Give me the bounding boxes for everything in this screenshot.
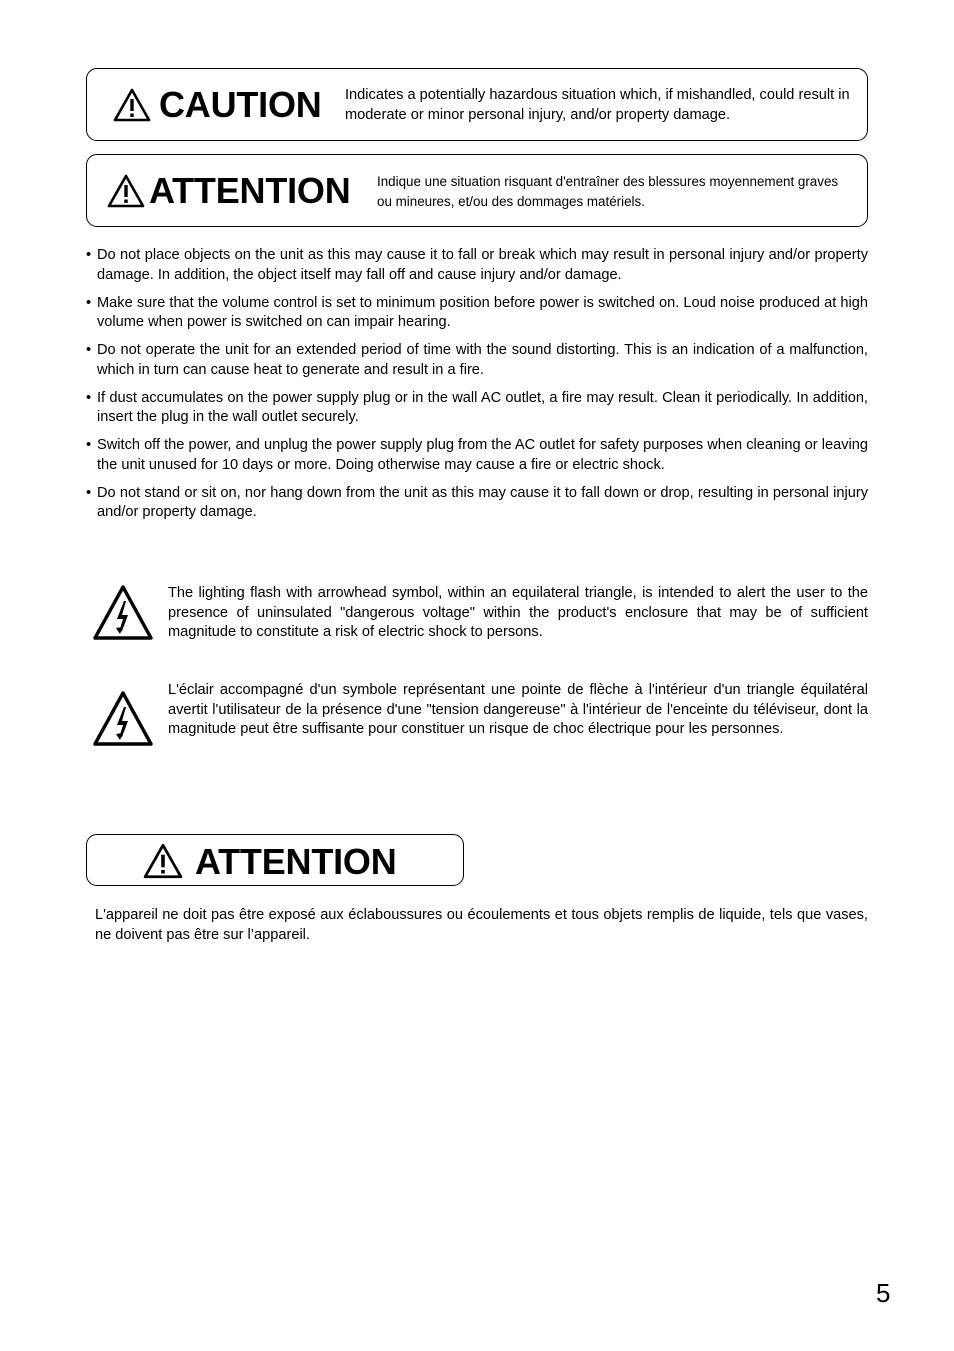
bullet-text: Switch off the power, and unplug the power supply plug from the AC outlet for safety purposes when cleaning or leaving the unit unused for 10 days or more. Doing otherwise may cause a fire or electric shock. [97, 437, 868, 473]
list-item [86, 294, 868, 333]
shock-notice-text-fr: L'éclair accompagné d'un symbole représentant une pointe de flèche à l'intérieur d'un triangle équilatéral avertit l'utilisateur de la présence d'une "tension dangereuse" à l'intérieur de l'enceinte du téléviseur, dont la magnitude peut être suffisante pour constituer un risque de choc électrique pour les personnes. [168, 682, 868, 737]
bullet-text: Do not place objects on the unit as this may cause it to fall or break which may result in personal injury and/or property damage. In addition, the object itself may fall off and cause injury and/or damage. [97, 247, 868, 283]
bullet-dot: • [86, 389, 92, 406]
warning-triangle-icon [107, 174, 145, 208]
list-item [86, 246, 868, 285]
bullet-dot: • [86, 484, 92, 501]
attention-title: ATTENTION [149, 170, 351, 211]
safety-bullet-list [86, 246, 868, 531]
electric-shock-warning-icon [92, 690, 154, 748]
caution-description: Indicates a potentially hazardous situation which, if mishandled, could result in moderate or minor personal injury, and/or property damage. [345, 87, 850, 123]
bullet-dot: • [86, 294, 92, 311]
attention-heading-box [86, 834, 464, 886]
bullet-dot: • [86, 247, 92, 263]
liquid-warning-text: L'appareil ne doit pas être exposé aux éclaboussures ou écoulements et tous objets remplis de liquide, tels que vases, ne doivent pas être sur l’appareil. [95, 907, 868, 943]
attention-description: Indique une situation risquant d'entraîner des blessures moyennement graves ou mineures, et/ou des dommages matériels. [377, 174, 839, 209]
warning-triangle-icon [113, 88, 151, 122]
list-item [86, 389, 868, 428]
bullet-text: If dust accumulates on the power supply plug or in the wall AC outlet, a fire may result. Clean it periodically. In addition, insert the plug in the wall outlet securely. [97, 389, 868, 425]
warning-triangle-icon [143, 843, 183, 879]
list-item [86, 436, 868, 475]
bullet-text: Make sure that the volume control is set to minimum position before power is switched on. Loud noise produced at high volume when power is switched on can impair hearing. [97, 294, 868, 330]
attention-heading-title: ATTENTION [195, 841, 397, 882]
caution-box [86, 68, 868, 141]
caution-title: CAUTION [159, 84, 322, 125]
electric-shock-warning-icon [92, 584, 154, 642]
bullet-dot: • [86, 342, 92, 358]
bullet-text: Do not operate the unit for an extended period of time with the sound distorting. This is an indication of a malfunction, which in turn can cause heat to generate and result in a fire. [97, 342, 868, 378]
attention-box [86, 154, 868, 227]
list-item [86, 484, 868, 523]
page-number: 5 [876, 1278, 891, 1308]
shock-notice-text-en: The lighting flash with arrowhead symbol, within an equilateral triangle, is intended to alert the user to the presence of uninsulated "dangerous voltage" within the product's enclosure that may be of sufficient magnitude to constitute a risk of electric shock to persons. [168, 585, 868, 640]
list-item [86, 341, 868, 380]
bullet-text: Do not stand or sit on, nor hang down from the unit as this may cause it to fall down or drop, resulting in personal injury and/or property damage. [97, 484, 868, 520]
bullet-dot: • [86, 437, 92, 453]
